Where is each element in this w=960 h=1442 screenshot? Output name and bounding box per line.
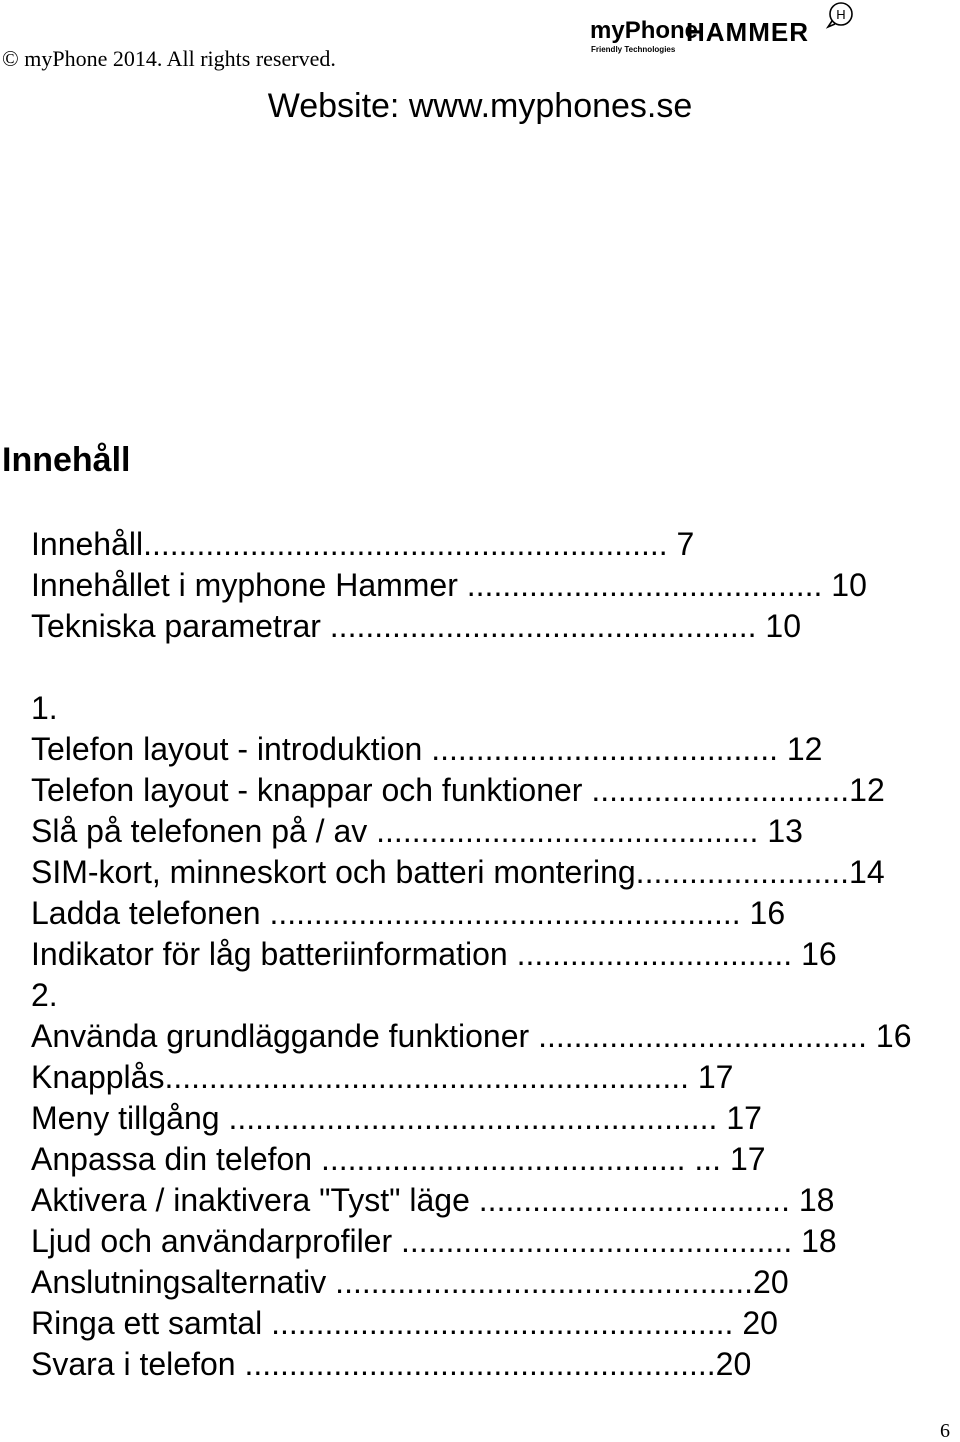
toc-section-number: 1. bbox=[31, 690, 58, 726]
copyright-notice: © myPhone 2014. All rights reserved. bbox=[2, 46, 336, 71]
toc-entry[interactable]: Tekniska parametrar ................................................ 10 bbox=[31, 608, 802, 644]
toc-entry[interactable]: Anpassa din telefon ......................................... ... 17 bbox=[31, 1141, 766, 1177]
toc-entry[interactable]: Svara i telefon .....................................................20 bbox=[31, 1346, 752, 1382]
toc-entry[interactable]: Ladda telefonen ..................................................... 16 bbox=[31, 895, 786, 931]
toc-entry[interactable]: Innehåll........................................................... 7 bbox=[31, 526, 695, 562]
toc-entry[interactable]: Använda grundläggande funktioner ..................................... 16 bbox=[31, 1018, 912, 1054]
toc-heading: Innehåll bbox=[2, 441, 131, 479]
logo-my: myPhone bbox=[590, 17, 699, 44]
toc-section-number: 2. bbox=[31, 977, 58, 1013]
toc-entry[interactable]: Aktivera / inaktivera "Tyst" läge ................................... 18 bbox=[31, 1182, 835, 1218]
toc-entry[interactable]: Telefon layout - knappar och funktioner .............................12 bbox=[31, 772, 885, 808]
toc-entry[interactable]: Innehållet i myphone Hammer ........................................ 10 bbox=[31, 567, 867, 603]
toc-entry[interactable]: Indikator för låg batteriinformation ............................... 16 bbox=[31, 936, 837, 972]
logo-hammer: HAMMER bbox=[686, 17, 809, 47]
toc-entry[interactable]: Anslutningsalternativ ...............................................20 bbox=[31, 1264, 789, 1300]
logo-badge: H bbox=[836, 7, 846, 22]
page-number: 6 bbox=[940, 1420, 950, 1442]
logo-tagline: Friendly Technologies bbox=[591, 45, 676, 54]
website-line: Website: www.myphones.se bbox=[267, 87, 693, 125]
toc-entry[interactable]: Telefon layout - introduktion ....................................... 12 bbox=[31, 731, 823, 767]
toc-entry[interactable]: Knapplås........................................................... 17 bbox=[31, 1059, 734, 1095]
toc-entry[interactable]: Ljud och användarprofiler ............................................ 18 bbox=[31, 1223, 837, 1259]
toc-entry[interactable]: SIM-kort, minneskort och batteri montering........................14 bbox=[31, 854, 885, 890]
toc-entry[interactable]: Slå på telefonen på / av ........................................... 13 bbox=[31, 813, 803, 849]
brand-logo bbox=[588, 0, 860, 56]
toc-entry[interactable]: Meny tillgång ....................................................... 17 bbox=[31, 1100, 762, 1136]
toc-entry[interactable]: Ringa ett samtal .................................................... 20 bbox=[31, 1305, 778, 1341]
